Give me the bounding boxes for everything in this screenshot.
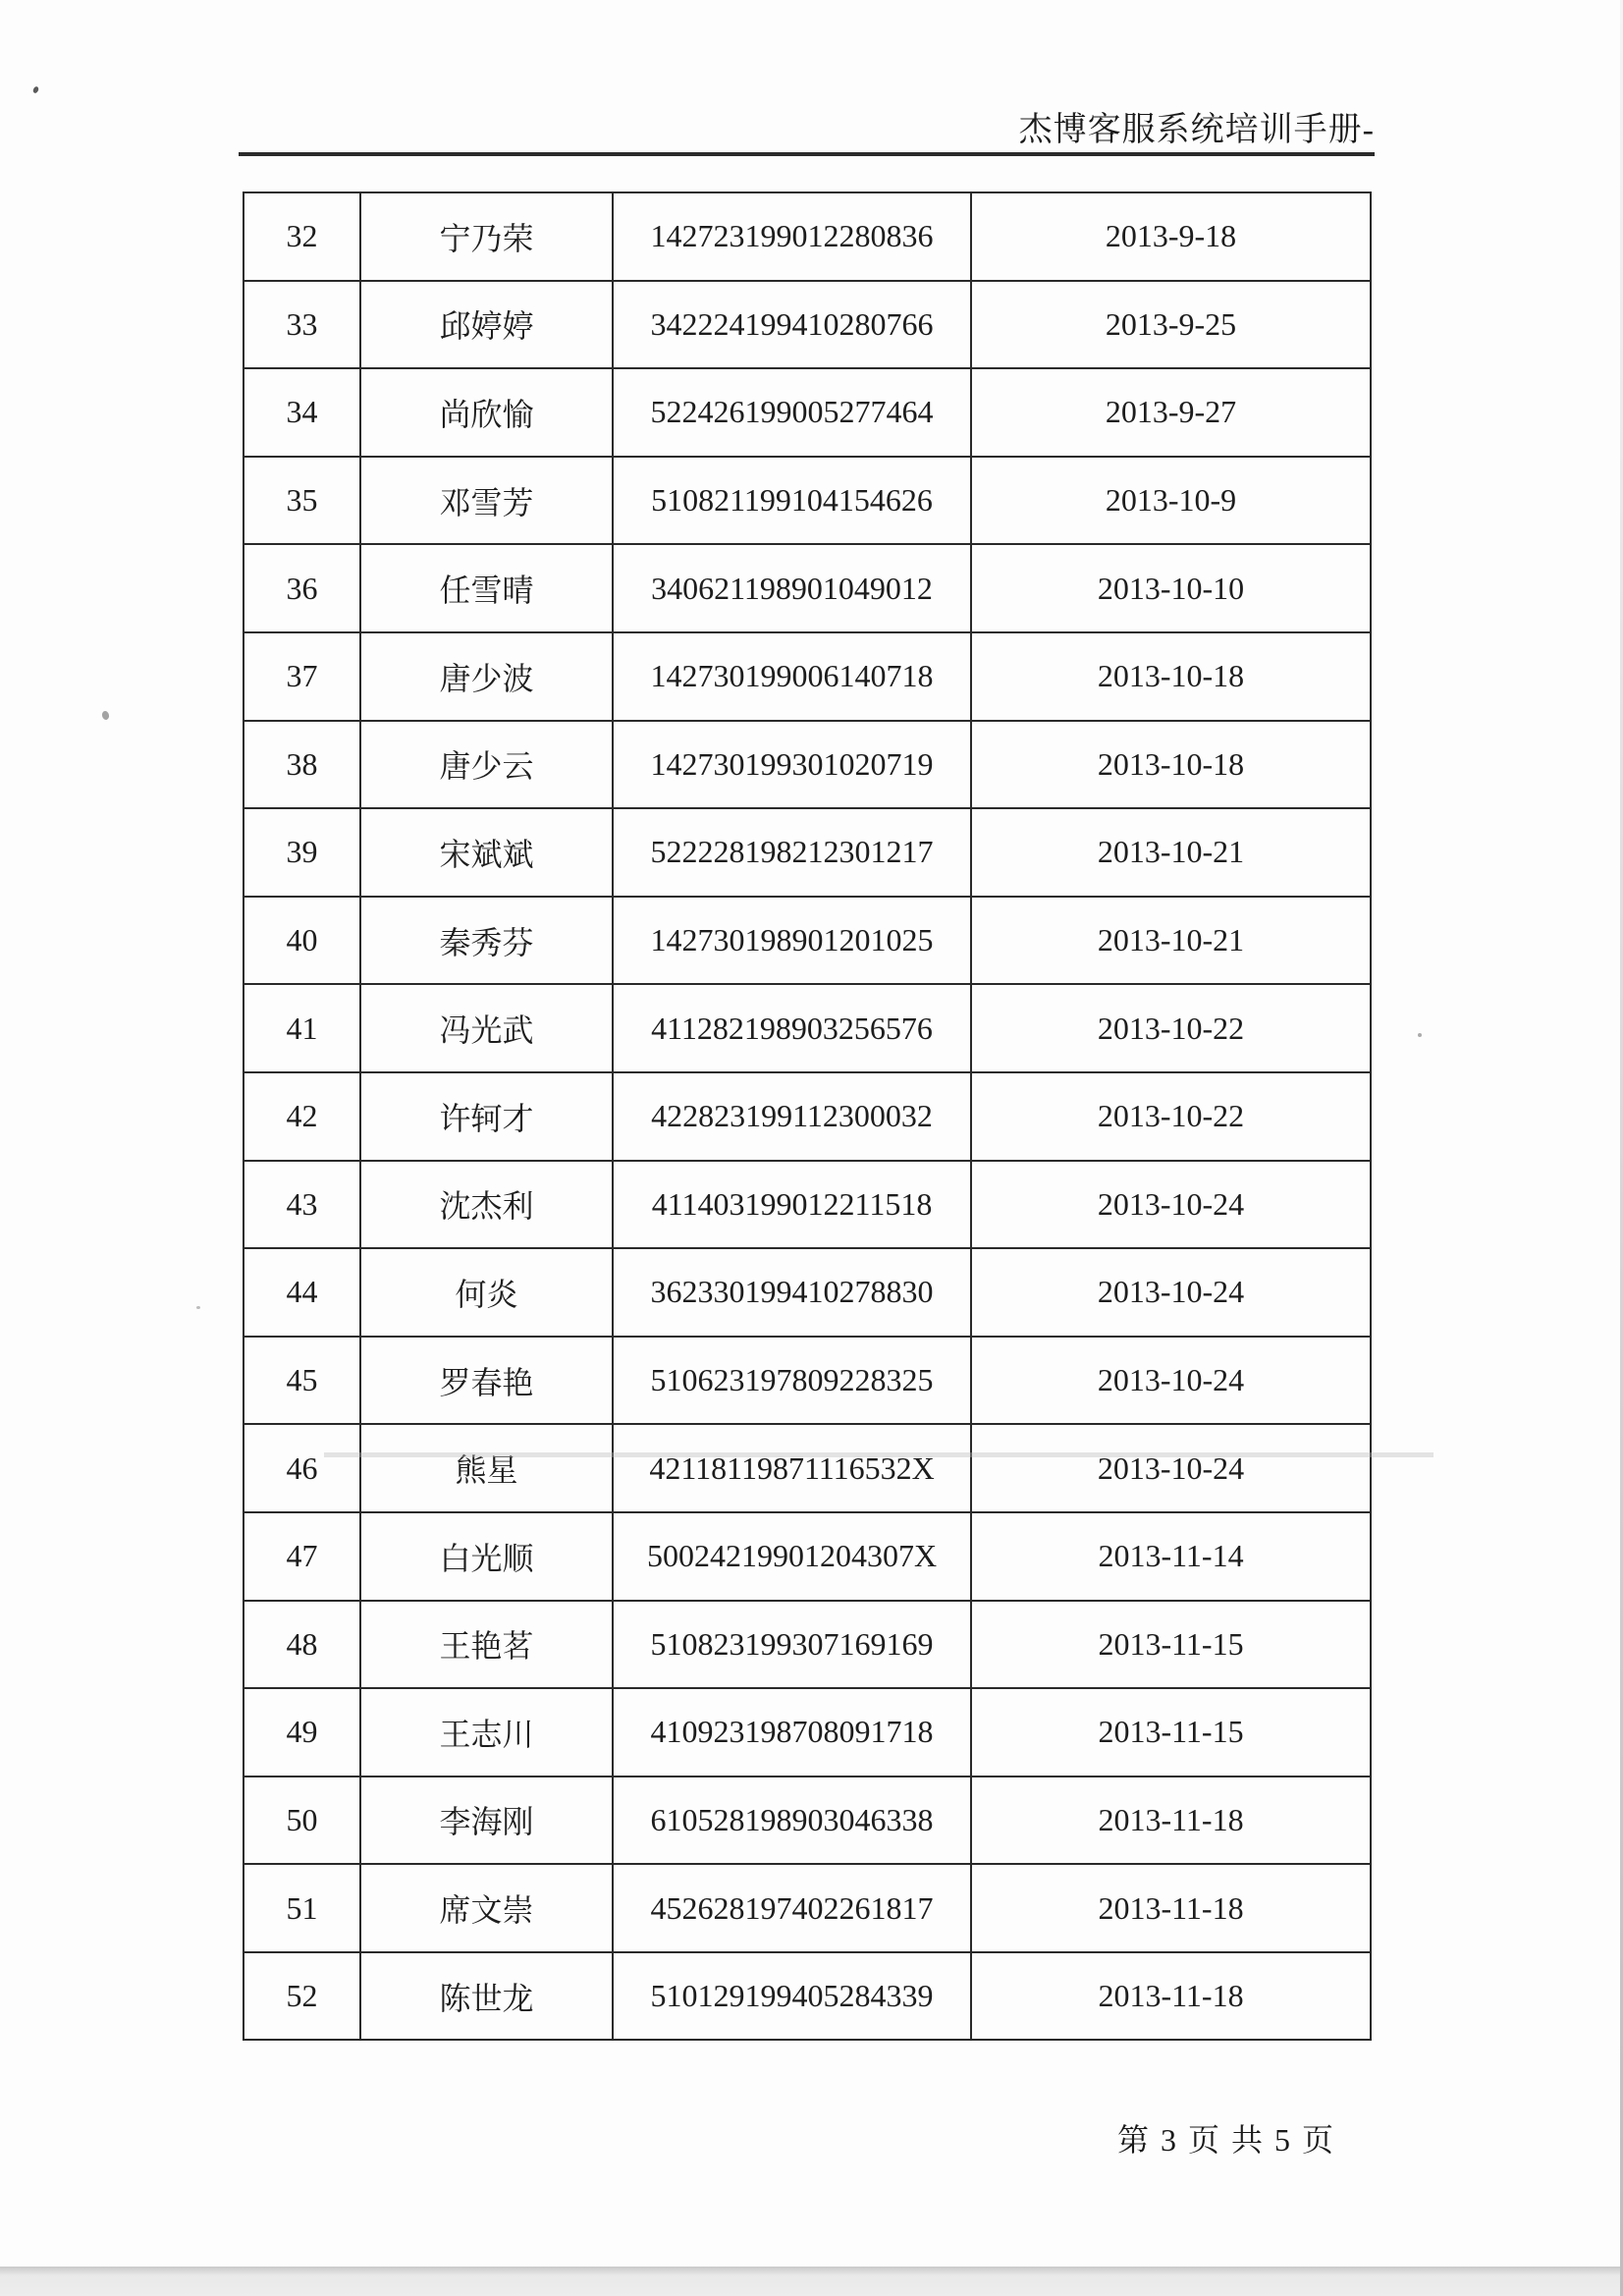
cell-name: 秦秀芬 (360, 897, 613, 985)
cell-date: 2013-10-24 (971, 1337, 1371, 1425)
cell-name: 何炎 (360, 1248, 613, 1337)
cell-name: 邓雪芳 (360, 457, 613, 545)
cell-id: 510823199307169169 (613, 1601, 971, 1689)
cell-name: 冯光武 (360, 984, 613, 1072)
scan-speck (101, 710, 110, 721)
cell-name: 宁乃荣 (360, 192, 613, 281)
cell-id: 362330199410278830 (613, 1248, 971, 1337)
cell-no: 42 (243, 1072, 360, 1161)
document-header-title: 杰博客服系统培训手册- (1018, 112, 1375, 148)
cell-id: 142723199012280836 (613, 192, 971, 281)
cell-id: 142730199301020719 (613, 721, 971, 809)
cell-name: 尚欣愉 (360, 368, 613, 457)
cell-no: 35 (243, 457, 360, 545)
cell-no: 33 (243, 281, 360, 369)
table-row (243, 368, 1371, 457)
cell-name: 王艳茗 (360, 1601, 613, 1689)
table-row (243, 457, 1371, 545)
scan-bottom-edge (0, 2267, 1623, 2296)
header-rule-line (239, 152, 1375, 156)
roster-table (243, 191, 1372, 2041)
cell-no: 47 (243, 1512, 360, 1601)
cell-date: 2013-9-18 (971, 192, 1371, 281)
cell-no: 34 (243, 368, 360, 457)
table-row (243, 1952, 1371, 2041)
table-row (243, 1512, 1371, 1601)
table-row (243, 721, 1371, 809)
cell-id: 510821199104154626 (613, 457, 971, 545)
cell-date: 2013-10-24 (971, 1248, 1371, 1337)
cell-id: 522426199005277464 (613, 368, 971, 457)
cell-no: 51 (243, 1864, 360, 1952)
cell-no: 37 (243, 632, 360, 721)
cell-name: 唐少波 (360, 632, 613, 721)
cell-no: 39 (243, 808, 360, 897)
roster-table-body (243, 192, 1371, 2040)
cell-name: 王志川 (360, 1688, 613, 1777)
cell-no: 48 (243, 1601, 360, 1689)
table-row (243, 1248, 1371, 1337)
cell-name: 许轲才 (360, 1072, 613, 1161)
cell-name: 席文崇 (360, 1864, 613, 1952)
cell-date: 2013-9-27 (971, 368, 1371, 457)
table-row (243, 1688, 1371, 1777)
cell-date: 2013-10-10 (971, 544, 1371, 632)
cell-name: 任雪晴 (360, 544, 613, 632)
table-row (243, 281, 1371, 369)
table-row (243, 632, 1371, 721)
cell-no: 52 (243, 1952, 360, 2041)
table-row (243, 1601, 1371, 1689)
cell-date: 2013-11-15 (971, 1688, 1371, 1777)
cell-date: 2013-11-18 (971, 1864, 1371, 1952)
cell-id: 422823199112300032 (613, 1072, 971, 1161)
cell-no: 43 (243, 1161, 360, 1249)
cell-no: 36 (243, 544, 360, 632)
cell-date: 2013-10-21 (971, 808, 1371, 897)
cell-no: 45 (243, 1337, 360, 1425)
cell-date: 2013-10-9 (971, 457, 1371, 545)
table-row (243, 544, 1371, 632)
cell-name: 李海刚 (360, 1777, 613, 1865)
scan-speck (196, 1306, 200, 1309)
cell-name: 邱婷婷 (360, 281, 613, 369)
cell-name: 宋斌斌 (360, 808, 613, 897)
table-row (243, 1777, 1371, 1865)
page-number-footer: 第 3 页 共 5 页 (1116, 2122, 1335, 2158)
cell-name: 熊星 (360, 1424, 613, 1512)
table-row (243, 897, 1371, 985)
cell-date: 2013-11-15 (971, 1601, 1371, 1689)
cell-id: 50024219901204307X (613, 1512, 971, 1601)
cell-no: 49 (243, 1688, 360, 1777)
cell-id: 42118119871116532X (613, 1424, 971, 1512)
cell-id: 410923198708091718 (613, 1688, 971, 1777)
cell-id: 342224199410280766 (613, 281, 971, 369)
cell-id: 411282198903256576 (613, 984, 971, 1072)
cell-name: 罗春艳 (360, 1337, 613, 1425)
cell-id: 510129199405284339 (613, 1952, 971, 2041)
cell-no: 50 (243, 1777, 360, 1865)
table-row (243, 1424, 1371, 1512)
cell-name: 沈杰利 (360, 1161, 613, 1249)
cell-date: 2013-10-22 (971, 984, 1371, 1072)
cell-id: 510623197809228325 (613, 1337, 971, 1425)
table-row (243, 984, 1371, 1072)
cell-date: 2013-10-22 (971, 1072, 1371, 1161)
cell-id: 142730198901201025 (613, 897, 971, 985)
cell-date: 2013-11-18 (971, 1952, 1371, 2041)
cell-date: 2013-11-18 (971, 1777, 1371, 1865)
cell-date: 2013-10-18 (971, 721, 1371, 809)
cell-date: 2013-10-18 (971, 632, 1371, 721)
cell-date: 2013-11-14 (971, 1512, 1371, 1601)
cell-no: 46 (243, 1424, 360, 1512)
scan-speck (32, 85, 39, 93)
cell-date: 2013-10-24 (971, 1424, 1371, 1512)
cell-id: 522228198212301217 (613, 808, 971, 897)
cell-no: 44 (243, 1248, 360, 1337)
table-row (243, 1161, 1371, 1249)
cell-date: 2013-9-25 (971, 281, 1371, 369)
cell-id: 452628197402261817 (613, 1864, 971, 1952)
scan-speck (1418, 1033, 1422, 1037)
cell-id: 142730199006140718 (613, 632, 971, 721)
cell-name: 陈世龙 (360, 1952, 613, 2041)
cell-no: 38 (243, 721, 360, 809)
cell-no: 40 (243, 897, 360, 985)
cell-no: 41 (243, 984, 360, 1072)
table-row (243, 808, 1371, 897)
table-row (243, 1072, 1371, 1161)
cell-id: 610528198903046338 (613, 1777, 971, 1865)
cell-date: 2013-10-21 (971, 897, 1371, 985)
cell-name: 唐少云 (360, 721, 613, 809)
table-row (243, 192, 1371, 281)
cell-id: 411403199012211518 (613, 1161, 971, 1249)
cell-id: 340621198901049012 (613, 544, 971, 632)
table-row (243, 1864, 1371, 1952)
table-row (243, 1337, 1371, 1425)
cell-name: 白光顺 (360, 1512, 613, 1601)
cell-date: 2013-10-24 (971, 1161, 1371, 1249)
cell-no: 32 (243, 192, 360, 281)
